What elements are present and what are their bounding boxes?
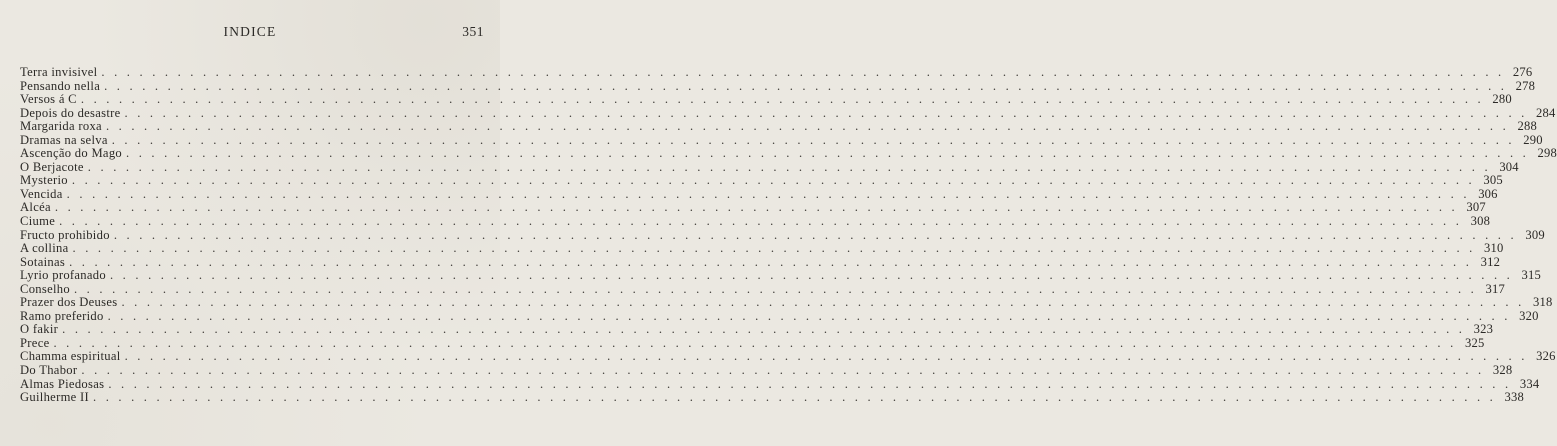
toc-entry: [20, 119, 1537, 134]
toc-dot-leader: . . . . . . . . . . . . . . . . . . . . . . . . . . . . . . . . . . . . . . . . . . . . . . . . . . . . . . . . . . . . . . . . . . . . . . . . . . . . . . . . . . . . . . . . . . . . . . . . . . . . . . . . . . . . . . .: [73, 281, 1477, 296]
toc-dot-leader: . . . . . . . . . . . . . . . . . . . . . . . . . . . . . . . . . . . . . . . . . . . . . . . . . . . . . . . . . . . . . . . . . . . . . . . . . . . . . . . . . . . . . . . . . . . . . . . . . . . . . . . . . . . . . . .: [111, 132, 1515, 147]
toc-entry: [20, 227, 1545, 243]
toc-entry-page: 326: [1536, 349, 1556, 364]
toc-dot-leader: . . . . . . . . . . . . . . . . . . . . . . . . . . . . . . . . . . . . . . . . . . . . . . . . . . . . . . . . . . . . . . . . . . . . . . . . . . . . . . . . . . . . . . . . . . . . . . . . . . . . . . . . . . . . . . .: [62, 322, 1466, 337]
toc-entry-title: Prazer dos Deuses: [20, 295, 118, 310]
toc-entry: [20, 268, 1541, 283]
toc-dot-leader: . . . . . . . . . . . . . . . . . . . . . . . . . . . . . . . . . . . . . . . . . . . . . . . . . . . . . . . . . . . . . . . . . . . . . . . . . . . . . . . . . . . . . . . . . . . . . . . . . . . . . . . . . . . . . . .: [126, 146, 1530, 161]
toc-entry-page: 284: [1536, 105, 1556, 120]
toc-entry: [20, 390, 1525, 405]
toc-entry-page: 298: [1537, 146, 1557, 161]
toc-entry-title: Sotainas: [20, 254, 66, 269]
toc-dot-leader: . . . . . . . . . . . . . . . . . . . . . . . . . . . . . . . . . . . . . . . . . . . . . . . . . . . . . . . . . . . . . . . . . . . . . . . . . . . . . . . . . . . . . . . . . . . . . . . . . . . . . . . . . . . . . . .: [121, 295, 1525, 310]
toc-entry-title: Vencida: [20, 186, 63, 201]
toc-entry-title: Fructo prohibido: [20, 227, 110, 242]
toc-entry-page: 304: [1499, 159, 1519, 174]
toc-dot-leader: . . . . . . . . . . . . . . . . . . . . . . . . . . . . . . . . . . . . . . . . . . . . . . . . . . . . . . . . . . . . . . . . . . . . . . . . . . . . . . . . . . . . . . . . . . . . . . . . . . . . . . . . . . . . . . .: [93, 390, 1497, 405]
toc-entry: [20, 105, 1556, 121]
toc-dot-leader: . . . . . . . . . . . . . . . . . . . . . . . . . . . . . . . . . . . . . . . . . . . . . . . . . . . . . . . . . . . . . . . . . . . . . . . . . . . . . . . . . . . . . . . . . . . . . . . . . . . . . . . . . . . . . . .: [87, 159, 1491, 174]
toc-entry-page: 290: [1523, 132, 1543, 147]
toc-entry-page: 307: [1466, 200, 1486, 215]
toc-entry: [20, 159, 1519, 175]
toc-entry-page: 312: [1480, 254, 1501, 269]
toc-entry-title: Do Thabor: [20, 363, 78, 378]
toc-dot-leader: . . . . . . . . . . . . . . . . . . . . . . . . . . . . . . . . . . . . . . . . . . . . . . . . . . . . . . . . . . . . . . . . . . . . . . . . . . . . . . . . . . . . . . . . . . . . . . . . . . . . . . . . . . . . . . .: [108, 376, 1512, 391]
toc-entry-page: 305: [1483, 173, 1503, 188]
toc-entry: [20, 186, 1498, 202]
toc-dot-leader: . . . . . . . . . . . . . . . . . . . . . . . . . . . . . . . . . . . . . . . . . . . . . . . . . . . . . . . . . . . . . . . . . . . . . . . . . . . . . . . . . . . . . . . . . . . . . . . . . . . . . . . . . . . . . . .: [113, 227, 1517, 242]
toc-entry: [20, 322, 1494, 337]
toc-entry: [20, 132, 1543, 148]
toc-entry-title: Ciume: [20, 214, 56, 229]
toc-dot-leader: . . . . . . . . . . . . . . . . . . . . . . . . . . . . . . . . . . . . . . . . . . . . . . . . . . . . . . . . . . . . . . . . . . . . . . . . . . . . . . . . . . . . . . . . . . . . . . . . . . . . . . . . . . . . . . .: [124, 349, 1528, 364]
toc-dot-leader: . . . . . . . . . . . . . . . . . . . . . . . . . . . . . . . . . . . . . . . . . . . . . . . . . . . . . . . . . . . . . . . . . . . . . . . . . . . . . . . . . . . . . . . . . . . . . . . . . . . . . . . . . . . . . . .: [80, 92, 1484, 107]
toc-entry: [20, 281, 1505, 297]
toc-entry-page: 288: [1517, 119, 1537, 134]
toc-dot-leader: . . . . . . . . . . . . . . . . . . . . . . . . . . . . . . . . . . . . . . . . . . . . . . . . . . . . . . . . . . . . . . . . . . . . . . . . . . . . . . . . . . . . . . . . . . . . . . . . . . . . . . . . . . . . . . .: [81, 363, 1485, 378]
toc-entry-title: Almas Piedosas: [20, 376, 105, 391]
toc-entry-title: Prece: [20, 335, 50, 350]
toc-dot-leader: . . . . . . . . . . . . . . . . . . . . . . . . . . . . . . . . . . . . . . . . . . . . . . . . . . . . . . . . . . . . . . . . . . . . . . . . . . . . . . . . . . . . . . . . . . . . . . . . . . . . . . . . . . . . . . .: [107, 308, 1511, 323]
toc-dot-leader: . . . . . . . . . . . . . . . . . . . . . . . . . . . . . . . . . . . . . . . . . . . . . . . . . . . . . . . . . . . . . . . . . . . . . . . . . . . . . . . . . . . . . . . . . . . . . . . . . . . . . . . . . . . . . . .: [72, 241, 1476, 256]
toc-entry-title: Chamma espiritual: [20, 349, 121, 364]
toc-entry-title: Terra invisivel: [20, 65, 98, 79]
toc-entry-page: 328: [1492, 363, 1513, 378]
toc-dot-leader: . . . . . . . . . . . . . . . . . . . . . . . . . . . . . . . . . . . . . . . . . . . . . . . . . . . . . . . . . . . . . . . . . . . . . . . . . . . . . . . . . . . . . . . . . . . . . . . . . . . . . . . . . . . . . . .: [53, 335, 1457, 350]
toc-entry-title: Guilherme II: [20, 390, 89, 405]
toc-entry-page: 310: [1484, 241, 1504, 256]
toc-entry-page: 320: [1519, 308, 1539, 323]
toc-entry-page: 323: [1473, 322, 1494, 337]
toc-entry-page: 309: [1525, 227, 1545, 242]
toc-entry-page: 317: [1485, 281, 1505, 296]
toc-dot-leader: . . . . . . . . . . . . . . . . . . . . . . . . . . . . . . . . . . . . . . . . . . . . . . . . . . . . . . . . . . . . . . . . . . . . . . . . . . . . . . . . . . . . . . . . . . . . . . . . . . . . . . . . . . . . . . .: [71, 173, 1475, 188]
toc-dot-leader: . . . . . . . . . . . . . . . . . . . . . . . . . . . . . . . . . . . . . . . . . . . . . . . . . . . . . . . . . . . . . . . . . . . . . . . . . . . . . . . . . . . . . . . . . . . . . . . . . . . . . . . . . . . . . . .: [54, 200, 1458, 215]
toc-entry-title: Versos á C: [20, 92, 77, 107]
toc-dot-leader: . . . . . . . . . . . . . . . . . . . . . . . . . . . . . . . . . . . . . . . . . . . . . . . . . . . . . . . . . . . . . . . . . . . . . . . . . . . . . . . . . . . . . . . . . . . . . . . . . . . . . . . . . . . . . . .: [101, 65, 1505, 79]
toc-entry: [20, 78, 1536, 94]
toc-entry-page: 308: [1470, 214, 1491, 229]
table-of-contents: [20, 65, 1557, 405]
toc-entry: [20, 146, 1557, 161]
toc-entry: [20, 65, 1533, 80]
toc-dot-leader: . . . . . . . . . . . . . . . . . . . . . . . . . . . . . . . . . . . . . . . . . . . . . . . . . . . . . . . . . . . . . . . . . . . . . . . . . . . . . . . . . . . . . . . . . . . . . . . . . . . . . . . . . . . . . . .: [105, 119, 1509, 134]
toc-entry-title: Dramas na selva: [20, 132, 108, 147]
toc-entry: [20, 173, 1503, 188]
toc-dot-leader: . . . . . . . . . . . . . . . . . . . . . . . . . . . . . . . . . . . . . . . . . . . . . . . . . . . . . . . . . . . . . . . . . . . . . . . . . . . . . . . . . . . . . . . . . . . . . . . . . . . . . . . . . . . . . . .: [104, 78, 1508, 93]
toc-entry-title: Ramo preferido: [20, 308, 104, 323]
toc-entry-title: Lyrio profanado: [20, 268, 106, 283]
toc-entry-title: O fakir: [20, 322, 59, 337]
toc-entry-title: Pensando nella: [20, 78, 101, 93]
toc-entry: [20, 295, 1553, 310]
toc-entry: [20, 92, 1512, 107]
toc-dot-leader: . . . . . . . . . . . . . . . . . . . . . . . . . . . . . . . . . . . . . . . . . . . . . . . . . . . . . . . . . . . . . . . . . . . . . . . . . . . . . . . . . . . . . . . . . . . . . . . . . . . . . . . . . . . . . . .: [124, 105, 1528, 120]
toc-entry-title: A collina: [20, 241, 69, 256]
toc-entry: [20, 363, 1513, 378]
toc-entry-title: Depois do desastre: [20, 105, 121, 120]
toc-entry-page: 306: [1478, 186, 1498, 201]
toc-entry-page: 325: [1464, 335, 1485, 350]
toc-entry: [20, 241, 1504, 256]
toc-entry: [20, 308, 1539, 324]
toc-dot-leader: . . . . . . . . . . . . . . . . . . . . . . . . . . . . . . . . . . . . . . . . . . . . . . . . . . . . . . . . . . . . . . . . . . . . . . . . . . . . . . . . . . . . . . . . . . . . . . . . . . . . . . . . . . . . . . .: [59, 214, 1463, 229]
toc-entry: [20, 214, 1491, 229]
toc-entry-title: Margarida roxa: [20, 119, 102, 134]
toc-entry-page: 334: [1519, 376, 1540, 391]
toc-entry-page: 315: [1521, 268, 1541, 283]
page-number: 351: [462, 24, 484, 39]
toc-dot-leader: . . . . . . . . . . . . . . . . . . . . . . . . . . . . . . . . . . . . . . . . . . . . . . . . . . . . . . . . . . . . . . . . . . . . . . . . . . . . . . . . . . . . . . . . . . . . . . . . . . . . . . . . . . . . . . .: [109, 268, 1513, 283]
toc-entry: [20, 376, 1540, 392]
toc-entry: [20, 335, 1485, 351]
toc-entry: [20, 254, 1501, 270]
toc-entry-page: 338: [1504, 390, 1525, 405]
toc-entry-title: O Berjacote: [20, 159, 84, 174]
toc-entry-title: Alcéa: [20, 200, 51, 215]
toc-entry-page: 276: [1512, 65, 1533, 79]
toc-entry-title: Conselho: [20, 281, 70, 296]
toc-entry-title: Mysterio: [20, 173, 68, 188]
toc-dot-leader: . . . . . . . . . . . . . . . . . . . . . . . . . . . . . . . . . . . . . . . . . . . . . . . . . . . . . . . . . . . . . . . . . . . . . . . . . . . . . . . . . . . . . . . . . . . . . . . . . . . . . . . . . . . . . . .: [66, 186, 1470, 201]
toc-entry-page: 278: [1515, 78, 1536, 93]
toc-entry: [20, 200, 1486, 215]
toc-entry-title: Ascenção do Mago: [20, 146, 123, 161]
toc-dot-leader: . . . . . . . . . . . . . . . . . . . . . . . . . . . . . . . . . . . . . . . . . . . . . . . . . . . . . . . . . . . . . . . . . . . . . . . . . . . . . . . . . . . . . . . . . . . . . . . . . . . . . . . . . . . . . . .: [69, 254, 1473, 269]
toc-entry: [20, 349, 1556, 364]
page-title: INDICE: [223, 24, 277, 39]
toc-entry-page: 280: [1492, 92, 1512, 107]
toc-entry-page: 318: [1532, 295, 1553, 310]
